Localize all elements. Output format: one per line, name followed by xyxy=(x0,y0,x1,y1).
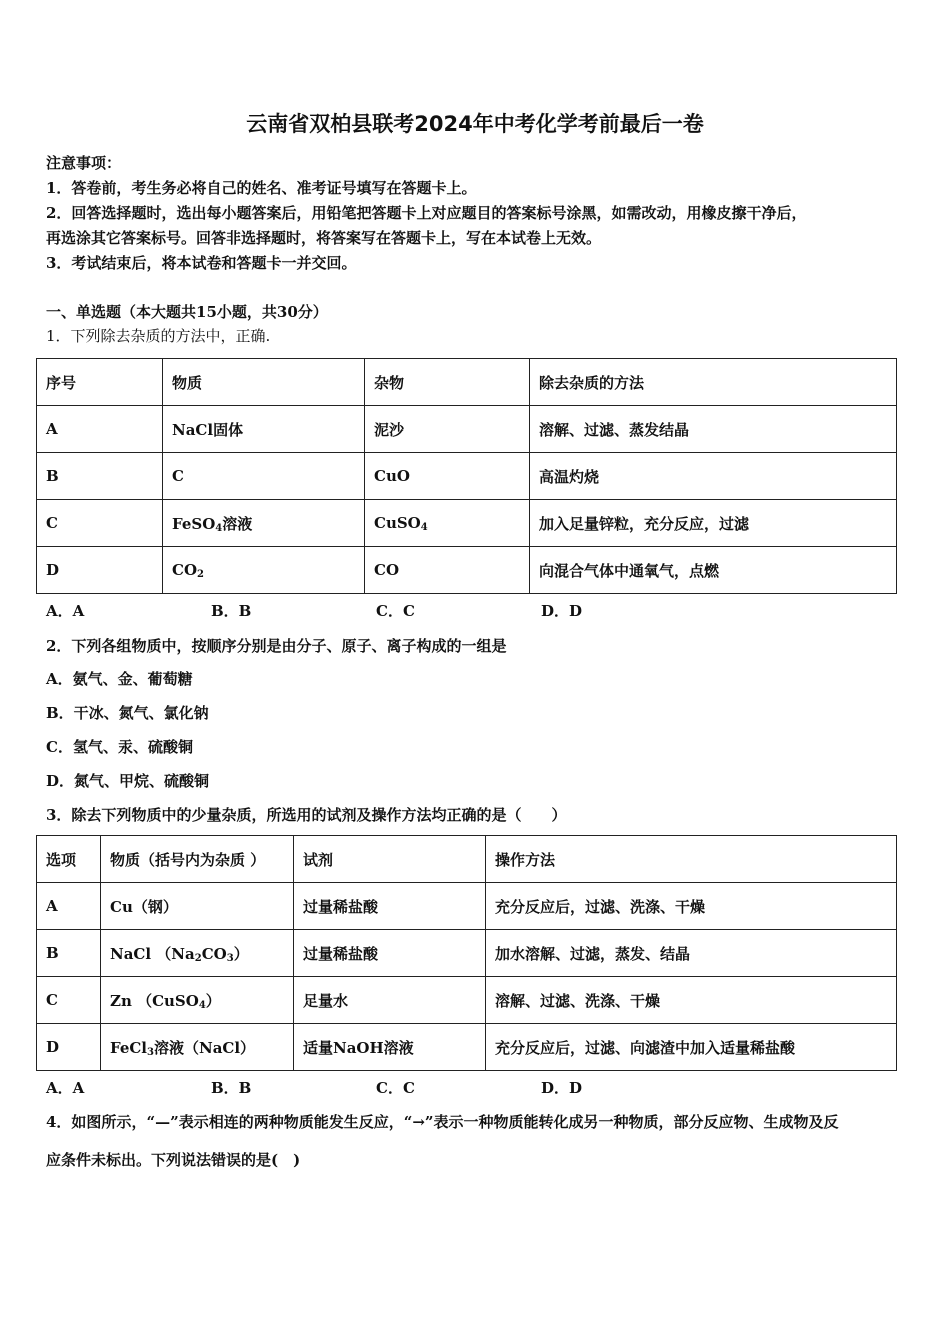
option-a[interactable]: A．A xyxy=(46,1079,85,1097)
substance-cell xyxy=(101,1024,294,1071)
option-a[interactable]: A．A xyxy=(46,602,85,620)
header-cell: 试剂 xyxy=(294,836,486,883)
formula-text: CuSO xyxy=(374,513,421,532)
header-cell: 选项 xyxy=(37,836,101,883)
reagent-cell: 适量NaOH溶液 xyxy=(294,1024,486,1071)
subscript: 3 xyxy=(147,1046,154,1058)
header-cell: 物质（括号内为杂质 ） xyxy=(101,836,294,883)
table-header-row xyxy=(37,836,897,883)
method-cell: 溶解、过滤、洗涤、干燥 xyxy=(486,977,897,1024)
subscript: 2 xyxy=(194,952,202,964)
subscript: 4 xyxy=(215,522,223,534)
substance-cell: C xyxy=(163,453,365,500)
q1-options xyxy=(46,600,706,621)
row-id: B xyxy=(37,453,163,500)
subscript: 2 xyxy=(197,568,204,580)
notice-item-1: 1．答卷前，考生务必将自己的姓名、准考证号填写在答题卡上。 xyxy=(46,179,477,197)
formula-text: Zn （CuSO xyxy=(110,991,199,1010)
method-cell: 加入足量锌粒，充分反应，过滤 xyxy=(530,500,897,547)
formula-text: CO xyxy=(201,944,227,963)
header-cell: 杂物 xyxy=(365,359,530,406)
impurity-cell: CO xyxy=(365,547,530,594)
formula-text: ） xyxy=(233,944,249,963)
subscript: 4 xyxy=(420,521,428,533)
substance-cell: NaCl固体 xyxy=(163,406,365,453)
formula-text: FeSO xyxy=(172,514,216,533)
row-id: A xyxy=(37,406,163,453)
header-cell: 除去杂质的方法 xyxy=(530,359,897,406)
impurity-cell: CuO xyxy=(365,453,530,500)
q2-option-a[interactable]: A．氨气、金、葡萄糖 xyxy=(46,670,193,688)
method-cell: 充分反应后，过滤、洗涤、干燥 xyxy=(486,883,897,930)
method-cell: 溶解、过滤、蒸发结晶 xyxy=(530,406,897,453)
q1-table xyxy=(36,358,897,594)
section-heading: 一、单选题（本大题共15小题，共30分） xyxy=(46,303,328,321)
q4-stem-line1: 4．如图所示，“—”表示相连的两种物质能发生反应，“→”表示一种物质能转化成另一种物质，部分反应物、生成物及反 xyxy=(46,1113,839,1131)
table-header-row xyxy=(37,359,897,406)
q2-option-b[interactable]: B．干冰、氮气、氯化钠 xyxy=(46,704,209,722)
formula-text: NaCl （Na xyxy=(110,944,195,963)
table-row xyxy=(37,930,897,977)
substance-cell xyxy=(163,547,365,594)
row-id: C xyxy=(37,977,101,1024)
option-c[interactable]: C．C xyxy=(376,1079,415,1097)
row-id: C xyxy=(37,500,163,547)
method-cell: 高温灼烧 xyxy=(530,453,897,500)
option-b[interactable]: B．B xyxy=(211,602,252,620)
option-b[interactable]: B．B xyxy=(211,1079,252,1097)
q3-stem: 3．除去下列物质中的少量杂质，所选用的试剂及操作方法均正确的是（ ） xyxy=(46,806,567,824)
table-row xyxy=(37,1024,897,1071)
header-cell: 操作方法 xyxy=(486,836,897,883)
q3-options xyxy=(46,1077,706,1098)
q3-table xyxy=(36,835,897,1071)
reagent-cell: 过量稀盐酸 xyxy=(294,883,486,930)
method-cell: 充分反应后，过滤、向滤渣中加入适量稀盐酸 xyxy=(486,1024,897,1071)
method-cell: 向混合气体中通氧气，点燃 xyxy=(530,547,897,594)
method-cell: 加水溶解、过滤，蒸发、结晶 xyxy=(486,930,897,977)
table-row xyxy=(37,406,897,453)
q2-stem: 2．下列各组物质中，按顺序分别是由分子、原子、离子构成的一组是 xyxy=(46,637,507,655)
reagent-cell: 过量稀盐酸 xyxy=(294,930,486,977)
impurity-cell xyxy=(365,500,530,547)
header-cell: 物质 xyxy=(163,359,365,406)
subscript: 4 xyxy=(198,999,206,1011)
row-id: D xyxy=(37,547,163,594)
formula-text: ） xyxy=(205,991,221,1010)
row-id: B xyxy=(37,930,101,977)
option-c[interactable]: C．C xyxy=(376,602,415,620)
option-d[interactable]: D．D xyxy=(541,602,583,620)
notice-item-2b: 再选涂其它答案标号。回答非选择题时，将答案写在答题卡上，写在本试卷上无效。 xyxy=(46,229,602,247)
table-row xyxy=(37,500,897,547)
notice-item-3: 3．考试结束后，将本试卷和答题卡一并交回。 xyxy=(46,254,357,272)
notice-item-2a: 2．回答选择题时，选出每小题答案后，用铅笔把答题卡上对应题目的答案标号涂黑，如需改动，用橡皮擦干净后， xyxy=(46,204,807,222)
table-row xyxy=(37,453,897,500)
substance-cell: Cu（钢） xyxy=(101,883,294,930)
reagent-cell: 足量水 xyxy=(294,977,486,1024)
q2-option-c[interactable]: C．氢气、汞、硫酸铜 xyxy=(46,738,193,756)
row-id: D xyxy=(37,1024,101,1071)
q4-stem-line2: 应条件未标出。下列说法错误的是( ) xyxy=(46,1151,301,1169)
option-d[interactable]: D．D xyxy=(541,1079,583,1097)
substance-cell xyxy=(101,930,294,977)
formula-text: 溶液 xyxy=(222,514,253,533)
formula-text: 溶液（NaCl） xyxy=(153,1038,256,1057)
table-row xyxy=(37,883,897,930)
formula-text: CO xyxy=(172,560,198,579)
substance-cell xyxy=(163,500,365,547)
table-row xyxy=(37,547,897,594)
header-cell: 序号 xyxy=(37,359,163,406)
formula-text: FeCl xyxy=(110,1038,148,1057)
row-id: A xyxy=(37,883,101,930)
substance-cell xyxy=(101,977,294,1024)
impurity-cell: 泥沙 xyxy=(365,406,530,453)
subscript: 3 xyxy=(226,952,234,964)
notice-heading: 注意事项： xyxy=(46,154,122,172)
page-title: 云南省双柏县联考2024年中考化学考前最后一卷 xyxy=(246,112,704,136)
q1-stem: 1．下列除去杂质的方法中，正确. xyxy=(46,327,271,345)
table-row xyxy=(37,977,897,1024)
q2-option-d[interactable]: D．氮气、甲烷、硫酸铜 xyxy=(46,772,210,790)
